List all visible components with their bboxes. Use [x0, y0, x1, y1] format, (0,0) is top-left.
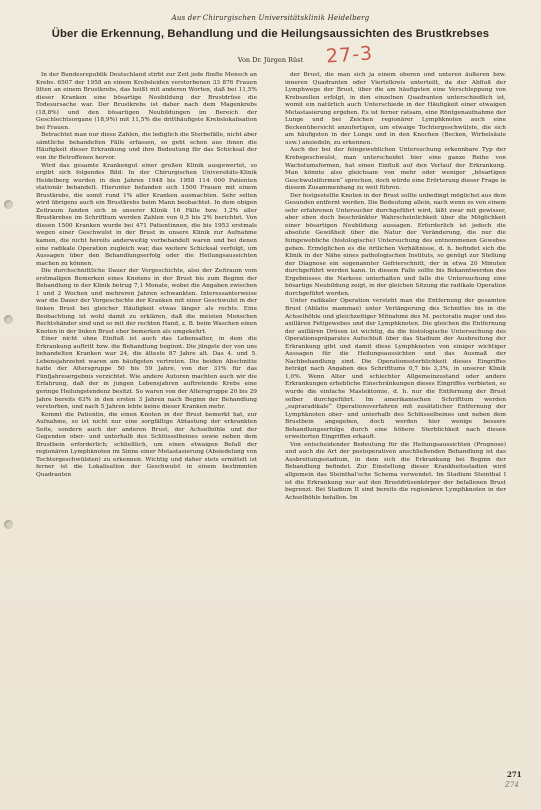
right-column: [285, 72, 506, 782]
paragraph: Wird das gesamte Krankengut einer großen Klinik ausgewertet, so ergibt sich folgendes Bild: In der Chirurgischen Universitäts-Klinik Heidelberg wurden in den Jahren 1948 bis 1958 114 000 Patienten stationär behandelt. Hierunter befanden sich 1500 Frauen mit einem Brustkrebs, die somit rund 1% aller Kranken ausmachten. Sehr selten wird übrigens auch ein Brustkrebs beim Mann beobachtet. In dem obigen Zeitraum fanden sich in unserer Klinik 16 Fälle bzw. 1,2% aller Brustkrebse im Schrifttum werden Zahlen von 0,5 bis 2% berichtet. Von diesen 1500 Kranken wurde bei 471 Patientinnen, die bis 1953 erstmals wegen einer Geschwulst in der Brust in unsere Klinik zur Aufnahme kamen, die nicht bereits anderweitig vorbehandelt waren und bei denen eine radikale Operation zugleich war, das weitere Schicksal verfolgt, um Aussagen über den Behandlungserfolg oder die Heilungsaussichten machen zu können.: [36, 162, 257, 267]
punch-hole-icon: [4, 200, 13, 209]
handwritten-note: 27-3: [325, 42, 374, 68]
paragraph: Von entscheidender Bedeutung für die Heilungsaussichten (Prognose) und auch die Art der postoperativen anschließenden Behandlung ist das Ausbreitungsstadium, in dem sich die Erkrankung bei Beginn der Behandlung befindet. Zur Einstellung dieser Krankheitsstadien wird allgemein das Steinthal'sche Schema verwendet. Im Stadium Steinthal I ist die Erkrankung nur auf den Brustdrüsenkörper der befallenen Brust begrenzt. Bei Stadium II sind bereits die regionären Lymphknoten in der Achselhöhle befallen. Im: [285, 441, 506, 501]
page-number: 271: [507, 770, 522, 779]
paragraph: Einer nicht ohne Einfluß ist auch das Lebensalter, in dem die Erkrankung auftritt bzw. die Behandlung beginnt. Die jüngste der von uns behandelten Kranken war 24, die älteste 87 Jahre alt. Das 4. und 5. Lebensjahrzehnt waren am häufigsten vertreten. Die beiden Abschnitte hatte der Altersgruppe 50 bis 59 Jahre, von der 31% für das Fünfjahresergebnis verzichtet. Wie andere Autoren machten auch wir die Erfahrung, daß der in jungen Lebensjahren auftretende Krebs eine geringe Heilungstendenz besitzt. So waren von der Altersgruppe 20 bis 29 Jahre bereits 63% in den ersten 3 Jahren nach Beginn der Behandlung verstorben, und nach 5 Jahren lebte keine dieser Kranken mehr.: [36, 336, 257, 411]
punch-hole-icon: [4, 520, 13, 529]
paragraph: Auch der bei der feingeweblichen Untersuchung erkennbare Typ der Krebsgeschwulst, man unterscheidet hier eine ganze Reihe von Wachstumsformen, hat einen Einfluß auf den Verlauf der Erkrankung. Man könnte also gleichsam von mehr oder weniger „bösartigen Geschwulstformen“ sprechen, doch würde eine Erörterung dieser Frage in diesem Zusammenhang zu weit führen.: [285, 147, 506, 192]
paragraph: Kommt die Patientin, die einen Knoten in der Brust bemerkt hat, zur Aufnahme, so ist nicht nur eine sorgfältige Abtastung der erkrankten Seite, sondern auch der anderen Brust, der Achselhöhle und der Gegenden ober- und unterhalb des Schlüsselbeines sowie neben dem Brustbein erforderlich; schließlich, um einen etwaigen Befall der regionären Lymphknoten im Sinne einer Metastasierung (Absiedelung von Tochtergeschwülsten) zu erkennen. Wichtig und daher stets ermittelt ist ferner ist die Lokalisation der Geschwulst in einem bestimmten Quadranten: [36, 411, 257, 478]
paragraph: Der festgestellte Knoten in der Brust sollte unbedingt möglichst aus dem Gesunden entfernt werden. Die Bedeutung allein, nach wenn es von einem sehr erfahrenen Untersucher durchgeführt wird, läßt zwar mit gewisser, aber eben doch beschränkter Wahrscheinlichkeit über die Möglichkeit einer bösartigen Neubildung aussagen. Erforderlich ist jedoch die absolute Gewißheit über die Natur der Veränderung, die nur die feingewebliche (histologische) Untersuchung des entnommenen Gewebes geben. Ermöglichen es die örtlichen Verhältnisse, d. h. befindet sich die Klinik in der Nähe eines pathologischen Instituts, so genügt zur Stellung der Diagnose ein sogenannter Gefrierschnitt, der in etwa 20 Minuten durchgeführt werden kann. In diesem Falle sollte bis Bekanntwerden des Ergebnisses die Narkose unterhalten und falls die Untersuchung eine bösartige Neubildung zeigt, in der gleichen Sitzung die radikale Operation durchgeführt werden.: [285, 192, 506, 297]
article-author: Von Dr. Jürgen Rüst: [237, 56, 304, 64]
paragraph: Unter radikaler Operation versteht man die Entfernung der gesamten Brust (Ablatio mammae) unter Verlängerung des Schnittes bis in die Achselhöhle und gleichzeitiger Mitnahme des M. pectoralis major und des axillären Fettgewebes und der Lymphknoten. Die gleichen die Entfernung der axillären Drüsen ist wichtig, da die histologische Untersuchung des Operationspräparates Aufschluß über das Stadium der Ausbreitung der Erkrankung gibt und damit diese Lymphknoten von einiger wichtiger Aussagen für die Heilungsaussichten und das Ausmaß der Nachbehandlung sind. Die Operationssterblichkeit dieses Eingriffes beträgt nach Angaben des Schrifttums 0,7 bis 3,3%, in unserer Klinik 1,0%. Wenn Alter und schlechter Allgemeinzustand oder andere Erkrankungen erhebliche Einschränkungen dieses Eingriffes verbieten, so wurde die einfache Mastektomie, d. h. nur die Entfernung der Brust selber durchgeführt. Im amerikanischen Schrifttum werden „supraradikale“ Operationsverfahren mit zusätzlicher Entfernung der Lymphknoten ober- und unterhalb des Schlüsselbeines und neben dem Brustbein angegeben, doch werden hier wenige bessere Behandlungserfolge durch eine höhere Sterblichkeit nach diesen erweiterten Eingriffen erkauft.: [285, 298, 506, 441]
article-title: Über die Erkennung, Behandlung und die Heilungsaussichten des Brustkrebses: [51, 28, 490, 40]
paragraph: Die durchschnittliche Dauer der Vorgeschichte, also der Zeitraum vom erstmaligen Bemerken eines Knotens in der Brust bis zum Beginn der Behandlung in der Klinik betrug 7,1 Monate, wobei die Angaben zwischen 1 und 2 Wochen und mehreren Jahren schwankten. Interessanterweise war die Dauer der Vorgeschichte der Kranken mit einer Geschwulst in der linken Brust bei gleicher Häufigkeit etwas länger als rechts. Eine Beobachtung ist wohl damit zu erklären, daß die meisten Menschen Rechtshänder sind und so mit der rechten Hand, z. B. beim Waschen einen Knoten in der linken Brust eher bemerken als umgekehrt.: [36, 268, 257, 335]
punch-hole-icon: [4, 315, 13, 324]
paragraph: Betrachtet man nur diese Zahlen, die lediglich die Sterbefälle, nicht aber sämtliche behandelten Fälle erfassen, so geht schon aus ihnen die Häufigkeit dieser Erkrankung und ihre Bedeutung für das Schicksal der von ihr Betroffenen hervor.: [36, 132, 257, 162]
pencil-mark: Z74: [505, 781, 519, 789]
paragraph: der Brust, die man sich ja einem oberen und unteren äußeren bzw. inneren Quadranten oder Viertelkreis unterteilt, da der Abfluß der Lymphwege der Brust, über die am häufigsten eine Verschleppung von Krebszellen erfolgt, in den einzelnen Quadranten unterschiedlich ist, womit ein natürlich auch Unterschiede in der Häufigkeit einer etwaigen Metastasierung ergeben. Es ist ferner ratsam, eine Röntgenaufnahme der Lunge und bei Zeichen regionärer Lymphknoten auch eine Beckenübersicht anzufertigen, um etwaige Tochtergeschwülste, die sich am häufigsten in der Lunge und in den Knochen (Becken, Wirbelsäule usw.) ansiedeln, zu erkennen.: [285, 72, 506, 146]
left-column: [36, 72, 257, 782]
paragraph: In der Bundesrepublik Deutschland stirbt zur Zeit jede fünfte Mensch an Krebs. 6507 der 1958 an einem Krebsleiden verstorbenen 33 876 Frauen litten an einem Brustkrebs, das heißt mit anderen Worten, daß bei 11,5% dieser Kranken eine bösartige Neubildung der Brustdrüse die Todesursache war. Der Brustkrebs ist daher nach dem Magenkrebs (18,8%) und den bösartigen Neubildungen im Bereich der Geschlechtsorgane (18,9%) mit 11,5% die dritthäufigste Krebslokalisation bei Frauen.: [36, 72, 257, 131]
source-institution-line: Aus der Chirurgischen Universitätsklinik Heidelberg: [171, 14, 370, 22]
